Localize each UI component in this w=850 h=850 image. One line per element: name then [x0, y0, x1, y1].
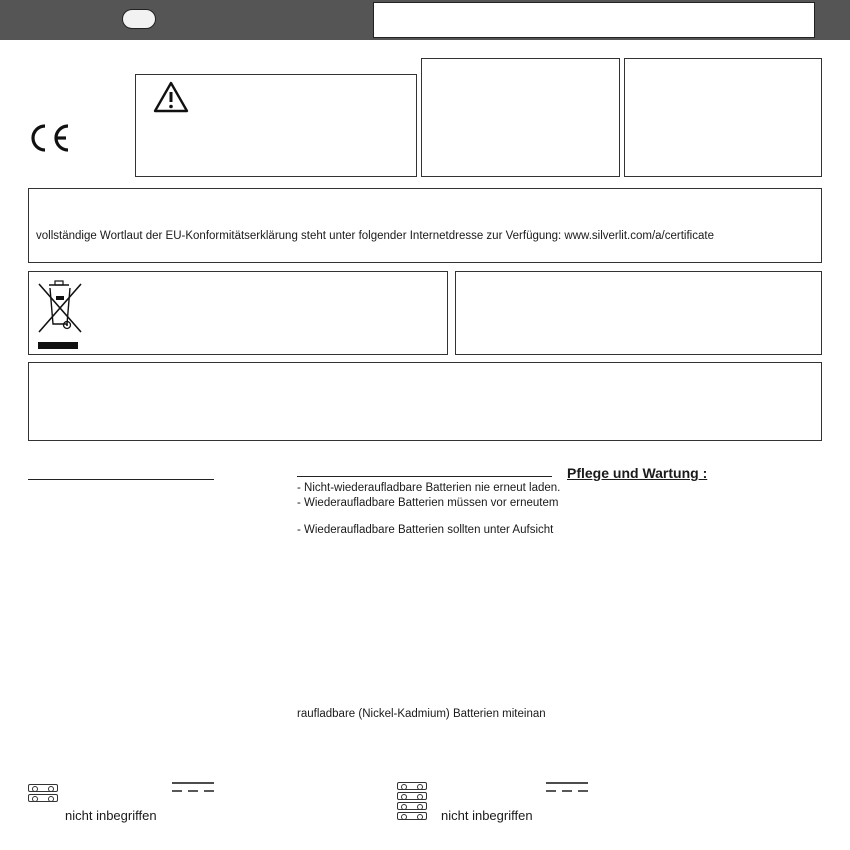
- care-heading: Pflege und Wartung :: [567, 465, 708, 481]
- battery-section-rule: [297, 476, 552, 477]
- right-batteries-note: nicht inbegriffen: [441, 808, 533, 823]
- crossed-bin-icon: [33, 276, 85, 350]
- battery-line-bottom: raufladbare (Nickel-Kadmium) Batterien miteinan: [297, 708, 546, 720]
- notice-box: [28, 362, 822, 441]
- language-badge: [122, 9, 156, 29]
- battery-line-2: - Wiederaufladbare Batterien müssen vor erneutem: [297, 497, 559, 509]
- battery-icon: [397, 792, 427, 800]
- battery-icon: [397, 802, 427, 810]
- info-box-middle: [421, 58, 620, 177]
- battery-icon: [28, 784, 58, 792]
- warning-box: [135, 74, 417, 177]
- certificate-text: vollständige Wortlaut der EU-Konformitätserklärung steht unter folgender Internetdresse zur Verfügung: www.silverlit.com/a/certificate: [36, 230, 714, 242]
- battery-icon: [28, 794, 58, 802]
- header-title-box: [373, 2, 815, 38]
- ce-mark: [26, 122, 72, 154]
- battery-icon: [397, 812, 427, 820]
- battery-icon: [397, 782, 427, 790]
- left-column-rule: [28, 479, 214, 480]
- info-box-right: [624, 58, 822, 177]
- info-box-lower-right: [455, 271, 822, 355]
- warning-triangle-icon: [153, 81, 189, 113]
- certificate-box: [28, 188, 822, 263]
- left-batteries-note: nicht inbegriffen: [65, 808, 157, 823]
- disposal-box: [28, 271, 448, 355]
- dc-symbol-icon: [172, 780, 214, 794]
- battery-line-3: - Wiederaufladbare Batterien sollten unter Aufsicht: [297, 524, 554, 536]
- dc-symbol-icon: [546, 780, 588, 794]
- battery-line-1: - Nicht-wiederaufladbare Batterien nie erneut laden.: [297, 482, 561, 494]
